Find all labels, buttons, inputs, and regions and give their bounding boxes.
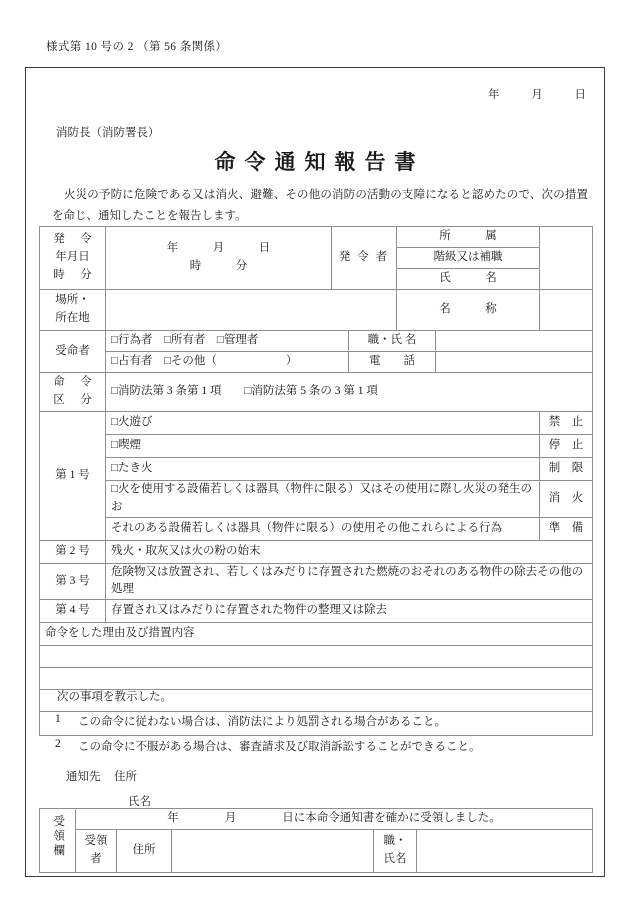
issuer-name-label: 氏 名 [397, 269, 540, 290]
main-form-table [39, 226, 593, 736]
action-stop: 停 止 [540, 435, 593, 458]
recipient-options-1[interactable]: □行為者 □所有者 □管理者 [106, 331, 349, 352]
table-row-item1-c [40, 458, 593, 481]
receiver-label: 受領者 [76, 830, 117, 873]
notes-section [52, 688, 588, 809]
reason-writein-line[interactable] [40, 646, 593, 668]
table-row-reason-line-2 [40, 668, 593, 690]
recipient-label-cell: 受命者 [40, 331, 106, 373]
recipient-phone-label: 電 話 [349, 352, 436, 373]
item1-line-5[interactable]: それのある設備若しくは器具（物件に限る）の使用その他これらによる行為 [106, 517, 540, 540]
table-row-recipient-2 [40, 352, 593, 373]
destination-name-label[interactable]: 氏名 [128, 796, 151, 808]
date-year-label: 年 [488, 89, 500, 101]
issue-date-value-line2: 時 分 [189, 260, 248, 272]
action-restrict: 制 限 [540, 458, 593, 481]
issue-date-label-line1: 発 令 [53, 233, 94, 246]
recipient-title-name-value[interactable] [436, 331, 593, 352]
item4-text[interactable]: 存置され又はみだりに存置された物件の整理又は除去 [106, 600, 593, 623]
issue-date-label-line3: 時 分 [53, 268, 94, 281]
date-month-label: 月 [531, 89, 543, 101]
document-frame [25, 67, 605, 877]
receipt-column-label: 受領欄 [52, 815, 65, 859]
note-item [52, 713, 588, 729]
receipt-row-fields [40, 830, 593, 873]
item1-line-4[interactable]: □火を使用する設備若しくは器具（物件に限る）又はその使用に際し火災の発生のお [106, 481, 540, 518]
addressee: 消防長（消防署長） [56, 127, 160, 139]
recipient-options-2[interactable]: □占有者 □その他（ ） [106, 352, 349, 373]
item4-label-cell: 第 4 号 [40, 600, 106, 623]
issue-date-value-line1: 年 月 日 [166, 242, 271, 255]
receipt-column-label-cell [40, 809, 76, 873]
table-row-recipient-1 [40, 331, 593, 352]
place-label-cell [40, 290, 106, 331]
reason-writein-line[interactable] [40, 668, 593, 690]
item1-label-cell: 第 1 号 [40, 412, 106, 541]
receipt-row-statement [40, 809, 593, 830]
receipt-address-label: 住所 [117, 830, 172, 873]
destination-address-label[interactable]: 住所 [114, 771, 137, 783]
issuer-rank-label: 階級又は補職 [397, 248, 540, 269]
receipt-address-value[interactable] [172, 830, 374, 873]
table-row-item1-d [40, 481, 593, 518]
receipt-title-name-line2: 氏名 [383, 853, 407, 865]
receipt-title-name-label-cell [374, 830, 417, 873]
note-number: 1 [55, 713, 61, 725]
issuer-affiliation-value[interactable] [540, 227, 593, 290]
table-row-item3 [40, 563, 593, 600]
item2-label-cell: 第 2 号 [40, 540, 106, 563]
receipt-table [39, 808, 593, 873]
receipt-title-name-line1: 職・ [383, 835, 407, 848]
note-number: 2 [55, 738, 61, 750]
table-row-item2 [40, 540, 593, 563]
item1-line-1[interactable]: □火遊び [106, 412, 540, 435]
issue-date-label-cell [40, 227, 106, 290]
receipt-statement[interactable]: 年 月 日に本命令通知書を確かに受領しました。 [76, 809, 593, 830]
table-row-item1-b [40, 435, 593, 458]
order-class-label-line1: 命 令 [53, 376, 94, 389]
place-name-value[interactable] [540, 290, 593, 331]
order-class-label-cell [40, 373, 106, 412]
item3-text[interactable]: 危険物又は放置され、若しくはみだりに存置された燃焼のおそれのある物件の除去その他の処理 [106, 563, 593, 600]
issue-date-value-cell[interactable] [106, 227, 332, 290]
note-item [52, 738, 588, 754]
action-prepare: 準 備 [540, 517, 593, 540]
item2-text[interactable]: 残火・取灰又は火の粉の始末 [106, 540, 593, 563]
table-row-place [40, 290, 593, 331]
page-title: 命令通知報告書 [214, 150, 425, 174]
issuer-affiliation-label: 所 属 [397, 227, 540, 248]
order-class-value-cell[interactable]: □消防法第 3 条第 1 項 □消防法第 5 条の 3 第 1 項 [106, 373, 593, 412]
place-label-line2: 所在地 [55, 312, 90, 324]
receipt-title-name-value[interactable] [417, 830, 593, 873]
note-text: この命令に不服がある場合は、審査請求及び取消訴訟することができること。 [78, 741, 481, 753]
destination-name-row [128, 793, 588, 809]
action-prohibit: 禁 止 [540, 412, 593, 435]
order-class-label-line2: 区 分 [53, 394, 94, 406]
place-name-label: 名 称 [397, 290, 540, 331]
table-row-item4 [40, 600, 593, 623]
table-row-order-class [40, 373, 593, 412]
item1-line-2[interactable]: □喫煙 [106, 435, 540, 458]
reason-label: 命令をした理由及び措置内容 [40, 623, 593, 646]
note-text: この命令に従わない場合は、消防法により処罰される場合があること。 [78, 716, 446, 728]
table-row-item1-e [40, 517, 593, 540]
place-label-line1: 場所・ [55, 294, 90, 307]
date-line [488, 86, 586, 102]
destination-label: 通知先 [66, 771, 101, 783]
table-row-reason-line-1 [40, 646, 593, 668]
table-row-issue-date [40, 227, 593, 248]
item3-label-cell: 第 3 号 [40, 563, 106, 600]
action-extinguish: 消 火 [540, 481, 593, 518]
form-number: 様式第 10 号の 2 （第 56 条関係） [46, 41, 228, 53]
table-row-item1-a [40, 412, 593, 435]
intro-paragraph: 火災の予防に危険である又は消火、避難、その他の消防の活動の支障になると認めたので、次の措置を命じ、通知したことを報告します。 [52, 189, 588, 223]
place-value-cell[interactable] [106, 290, 397, 331]
table-row-reason-header [40, 623, 593, 646]
destination-block [66, 768, 588, 784]
item1-line-3[interactable]: □たき火 [106, 458, 540, 481]
issue-date-label-line2: 年月日 [55, 251, 90, 264]
notes-lead: 次の事項を教示した。 [57, 691, 172, 703]
recipient-title-name-label: 職・氏 名 [349, 331, 436, 352]
issuer-label-cell [332, 227, 397, 290]
recipient-phone-value[interactable] [436, 352, 593, 373]
issuer-label: 発 令 者 [338, 251, 390, 264]
date-day-label: 日 [574, 89, 586, 101]
